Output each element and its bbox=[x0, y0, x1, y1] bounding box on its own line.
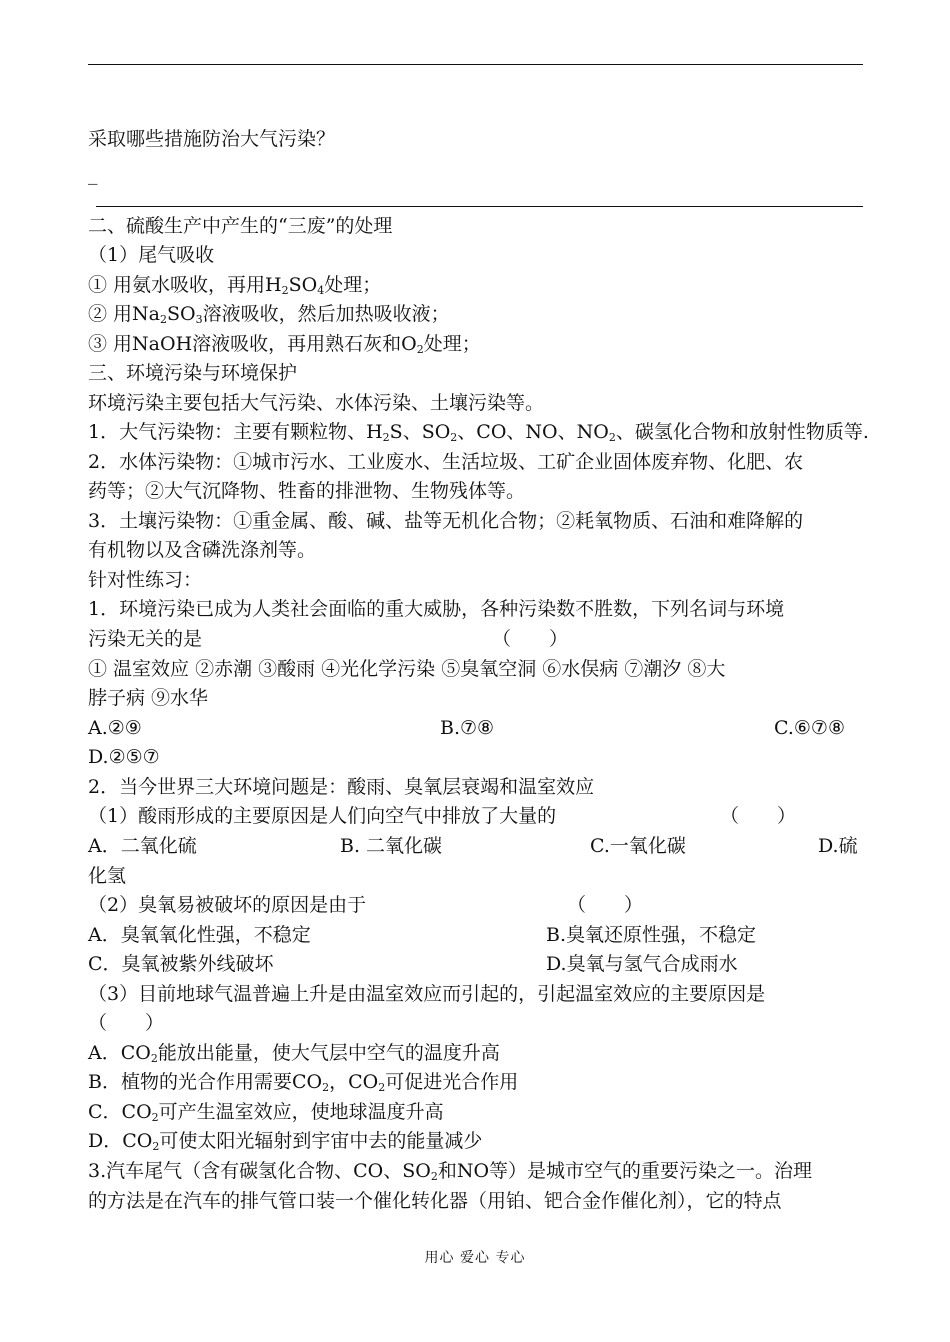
soil-pollutants-line1: 3．土壤污染物：①重金属、酸、碱、盐等无机化合物；②耗氧物质、石油和难降解的 bbox=[88, 510, 804, 532]
q1-items-line1: ① 温室效应 ②赤潮 ③酸雨 ④光化学污染 ⑤臭氧空洞 ⑥水俣病 ⑦潮汐 ⑧大 bbox=[88, 658, 726, 680]
subsection-tail-gas: （1）尾气吸收 bbox=[88, 244, 215, 266]
q2-1-option-d-cont: 化氢 bbox=[88, 865, 127, 887]
q3-stem-line2: 的方法是在汽车的排气管口装一个催化转化器（用铂、钯合金作催化剂），它的特点 bbox=[88, 1190, 782, 1212]
soil-pollutants-line2: 有机物以及含磷洗涤剂等。 bbox=[88, 539, 317, 561]
top-rule bbox=[88, 64, 863, 65]
q1-stem-line1: 1．环境污染已成为人类社会面临的重大威胁，各种污染数不胜数，下列名词与环境 bbox=[88, 598, 785, 620]
water-pollutants-line2: 药等；②大气沉降物、牲畜的排泄物、生物残体等。 bbox=[88, 480, 526, 502]
q1-answer-paren: （ ） bbox=[492, 628, 569, 650]
q2-3-option-b: B．植物的光合作用需要$CO_2$，$CO_2$可促进光合作用 bbox=[88, 1071, 519, 1094]
q2-2-option-d: D.臭氧与氢气合成雨水 bbox=[546, 953, 738, 975]
q2-3-stem: （3）目前地球气温普遍上升是由温室效应而引起的，引起温室效应的主要原因是 bbox=[88, 983, 766, 1005]
method-1: ① 用氨水吸收，再用$H_2SO_4$处理； bbox=[88, 274, 382, 297]
answer-line bbox=[96, 206, 863, 207]
q2-3-option-c: C．$CO_2$可产生温室效应，使地球温度升高 bbox=[88, 1101, 444, 1124]
q2-3-answer-paren: （ ） bbox=[88, 1012, 165, 1034]
answer-blank-mark: _ bbox=[88, 163, 98, 185]
q1-option-a: A.②⑨ bbox=[88, 717, 142, 739]
q1-stem-line2: 污染无关的是 bbox=[88, 628, 203, 650]
q2-1-option-c: C.一氧化碳 bbox=[590, 835, 686, 857]
q2-2-stem: （2）臭氧易被破坏的原因是由于 bbox=[88, 894, 367, 916]
q2-2-answer-paren: （ ） bbox=[567, 894, 644, 916]
section-three-title: 三、环境污染与环境保护 bbox=[88, 362, 298, 384]
q1-option-b: B.⑦⑧ bbox=[440, 717, 495, 739]
q1-option-c: C.⑥⑦⑧ bbox=[774, 717, 845, 739]
q2-1-option-d: D.硫 bbox=[818, 835, 858, 857]
q2-3-option-d: D．$CO_2$可使太阳光辐射到宇宙中去的能量减少 bbox=[88, 1130, 483, 1153]
air-pollutants: 1．大气污染物：主要有颗粒物、$H_2S$、$SO_2$、CO、NO、$NO_2$、碳氢化合物和放射性物质等. bbox=[88, 421, 869, 444]
q2-1-answer-paren: （ ） bbox=[720, 805, 797, 827]
method-2: ② 用$Na_2SO_3$溶液吸收，然后加热吸收液； bbox=[88, 303, 450, 326]
q2-1-option-a: A．二氧化硫 bbox=[88, 835, 197, 857]
page-footer: 用心 爱心 专心 bbox=[424, 1250, 526, 1266]
q1-option-d: D.②⑤⑦ bbox=[88, 746, 160, 768]
practice-heading: 针对性练习： bbox=[88, 569, 203, 591]
q2-3-option-a: A．$CO_2$能放出能量，使大气层中空气的温度升高 bbox=[88, 1042, 500, 1065]
method-3: ③ 用NaOH溶液吸收，再用熟石灰和$O_2$处理； bbox=[88, 333, 481, 356]
section-three-intro: 环境污染主要包括大气污染、水体污染、土壤污染等。 bbox=[88, 392, 545, 414]
q2-2-option-b: B.臭氧还原性强，不稳定 bbox=[546, 924, 757, 946]
q2-2-option-a: A．臭氧氧化性强，不稳定 bbox=[88, 924, 311, 946]
water-pollutants-line1: 2．水体污染物：①城市污水、工业废水、生活垃圾、工矿企业固体废弃物、化肥、农 bbox=[88, 451, 804, 473]
question-heading: 采取哪些措施防治大气污染？ bbox=[88, 128, 336, 150]
section-two-title: 二、硫酸生产中产生的“三废”的处理 bbox=[88, 215, 393, 237]
q1-items-line2: 脖子病 ⑨水华 bbox=[88, 687, 209, 709]
q3-stem-line1: 3.汽车尾气（含有碳氢化合物、CO、$SO_2$和NO等）是城市空气的重要污染之一。治理 bbox=[88, 1160, 813, 1183]
q2-stem: 2．当今世界三大环境问题是：酸雨、臭氧层衰竭和温室效应 bbox=[88, 776, 595, 798]
q2-2-option-c: C．臭氧被紫外线破坏 bbox=[88, 953, 274, 975]
q2-1-stem: （1）酸雨形成的主要原因是人们向空气中排放了大量的 bbox=[88, 805, 557, 827]
q2-1-option-b: B. 二氧化碳 bbox=[340, 835, 443, 857]
